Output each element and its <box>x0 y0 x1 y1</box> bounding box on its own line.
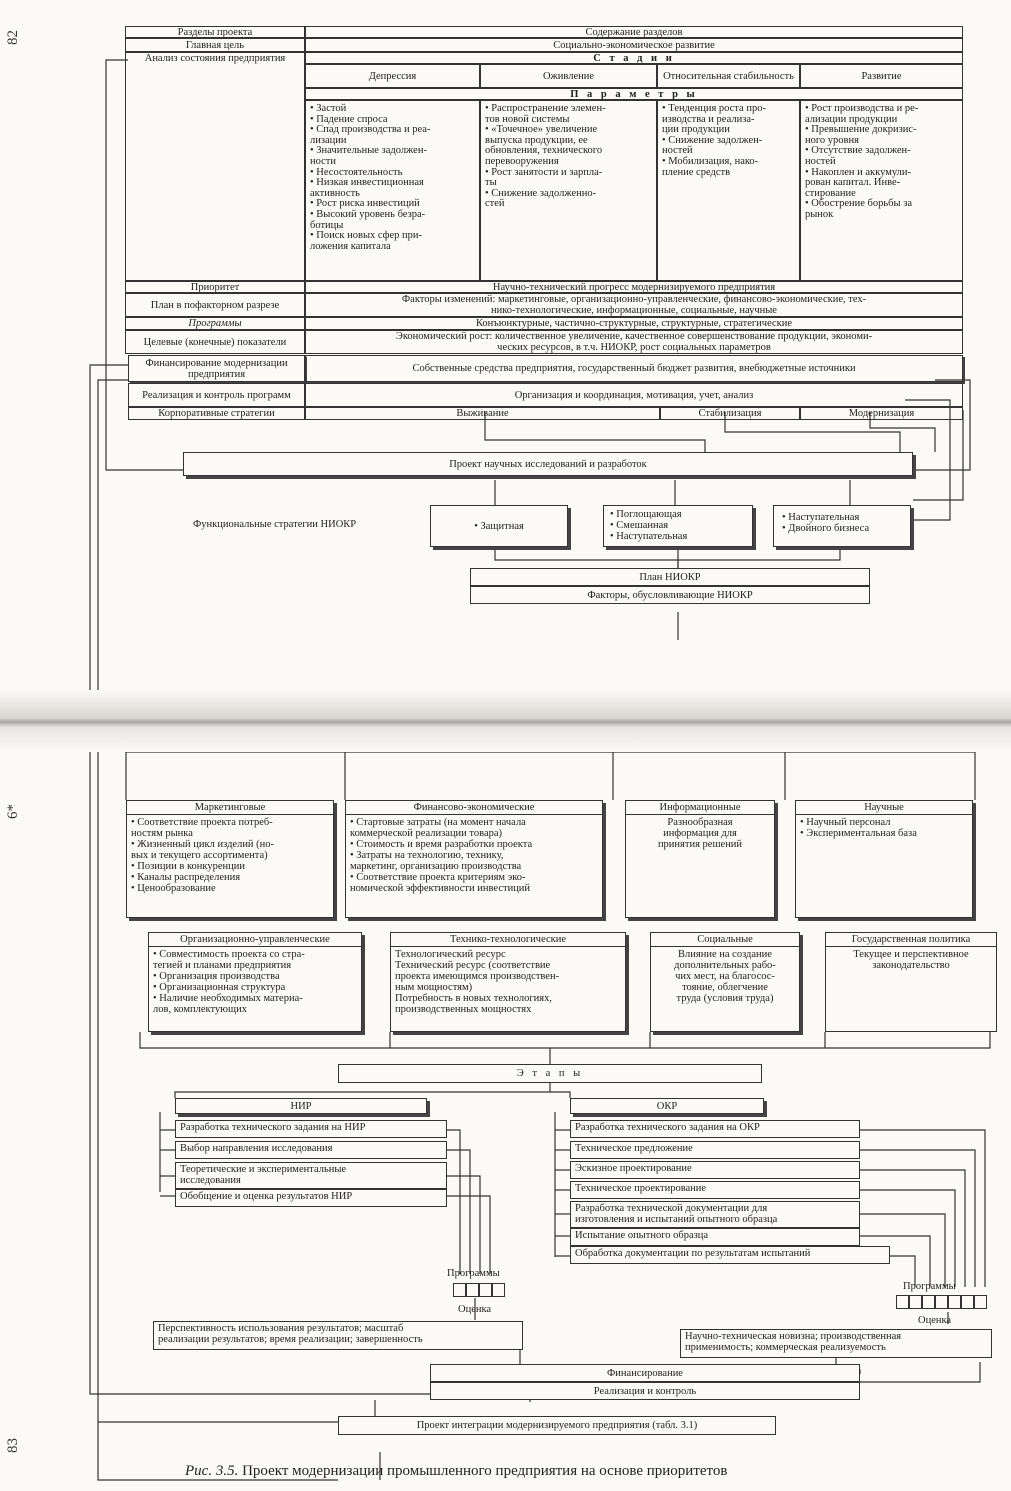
okr-program-box <box>909 1295 922 1309</box>
params-development-cell <box>800 100 963 281</box>
nir-program-box <box>492 1283 505 1297</box>
factor-informational-title: Информационные <box>626 801 774 815</box>
params-title: П а р а м е т р ы <box>305 88 963 100</box>
factor-marketing <box>126 800 334 918</box>
nir-program-box <box>466 1283 479 1297</box>
params-depression: • Застой • Падение спроса • Спад производства и реа- лизации • Значительные задолжен- ности • Несостоятельность • Низкая инвестиционная активность • Рост риска инвестиций • Высокий уровень безра- ботицы • Поиск новых сфер при- ложения капитала <box>310 103 431 252</box>
page-number-bottom: 83 <box>5 1438 21 1453</box>
realization-box: Реализация и контроль <box>430 1382 860 1400</box>
page-number-middle: 6* <box>5 804 21 819</box>
plan-niokr: План НИОКР <box>470 568 870 586</box>
factor-state-policy <box>825 932 997 1032</box>
nir-step-2: Выбор направления исследования <box>175 1141 447 1159</box>
factor-marketing-body: • Соответствие проекта потреб- ностям рынка • Жизненный цикл изделий (но- вых и текущего ассортимента) • Позиции в конкуренции • Каналы распределения • Ценообразование <box>131 817 275 894</box>
okr-step-6: Испытание опытного образца <box>570 1228 860 1246</box>
factor-technological-title: Технико-технологические <box>391 933 625 947</box>
plan-value: Факторы изменений: маркетинговые, организационно-управленческие, финансово-экономические, тех- нико-технологические, информационные, социальные, научные <box>305 293 963 317</box>
okr-step-4: Техническое проектирование <box>570 1181 860 1199</box>
okr-title: ОКР <box>570 1098 764 1114</box>
params-depression-cell <box>305 100 480 281</box>
nir-program-box <box>479 1283 492 1297</box>
page-bottom <box>0 752 1011 1491</box>
params-stability: • Тенденция роста про- изводства и реализа- ции продукции • Снижение задолжен- ностей • Мобилизация, нако- пление средств <box>662 103 766 178</box>
priority-label: Приоритет <box>125 281 305 293</box>
header-sections: Разделы проекта <box>125 26 305 38</box>
rd-project-box: Проект научных исследований и разработок <box>183 452 913 476</box>
stage-depression: Депрессия <box>305 64 480 88</box>
functional-strategies-label: Функциональные стратегии НИОКР <box>193 519 357 530</box>
stages-title: С т а д и и <box>305 52 963 64</box>
params-revival-cell <box>480 100 657 281</box>
factor-organizational-title: Организационно-управленческие <box>149 933 361 947</box>
caption-text: Проект модернизации промышленного предприятия на основе приоритетов <box>238 1463 728 1479</box>
okr-program-box <box>961 1295 974 1309</box>
nir-criteria: Перспективность использования результатов; масштаб реализации результатов; время реализации; завершенность <box>153 1321 523 1350</box>
okr-step-1: Разработка технического задания на ОКР <box>570 1120 860 1138</box>
factor-state-policy-body: Текущее и перспективное законодательство <box>853 949 969 971</box>
factor-financial <box>345 800 603 918</box>
plan-label: План в пофакторном разрезе <box>125 293 305 317</box>
plan-factors: Факторы, обусловливающие НИОКР <box>470 586 870 604</box>
factor-technological-body: Технологический ресурс Технический ресурс (соответствие проекта имеющимся производствен- ным мощностям) Потребность в новых технологиях, производственных мощностях <box>395 949 560 1015</box>
integration-project-box: Проект интеграции модернизируемого предприятия (табл. 3.1) <box>338 1416 776 1435</box>
programs-value: Конъюнктурные, частично-структурные, структурные, стратегические <box>305 317 963 330</box>
factor-social-title: Социальные <box>651 933 799 947</box>
factor-state-policy-title: Государственная политика <box>826 933 996 947</box>
okr-program-box <box>896 1295 909 1309</box>
okr-criteria: Научно-техническая новизна; производственная применимость; коммерческая реализуемость <box>680 1329 992 1358</box>
okr-step-2: Техническое предложение <box>570 1141 860 1159</box>
factor-scientific-body: • Научный персонал • Экспериментальная база <box>800 817 917 839</box>
factor-organizational <box>148 932 362 1032</box>
okr-step-5: Разработка технической документации для изготовления и испытаний опытного образца <box>570 1201 860 1228</box>
okr-step-7: Обработка документации по результатам испытаний <box>570 1246 890 1264</box>
nir-step-3: Теоретические и экспериментальные исследования <box>175 1162 447 1189</box>
realization-value: Организация и координация, мотивация, учет, анализ <box>305 383 963 407</box>
factor-social <box>650 932 800 1032</box>
factor-informational-body: Разнообразная информация для принятия решений <box>657 817 743 850</box>
programs-label: Программы <box>125 317 305 330</box>
strategy-offensive: • Наступательная • Двойного бизнеса <box>773 505 911 547</box>
factor-financial-body: • Стартовые затраты (на момент начала коммерческой реализации товара) • Стоимость и время разработки проекта • Затраты на технологию, технику, маркетинг, организацию производства • Соответствие проекта критериям эко- номической эффективности инвестиций <box>350 817 533 894</box>
nir-programs-label: Программы <box>447 1268 500 1279</box>
stage-stability: Относительная стабильность <box>657 64 800 88</box>
page-top <box>0 0 1011 690</box>
corp-survival: Выживание <box>305 407 660 420</box>
finance-label: Финансирование модернизации предприятия <box>128 355 305 382</box>
okr-program-box <box>935 1295 948 1309</box>
caption-prefix: Рис. 3.5. <box>185 1463 239 1479</box>
stages-box: Э т а п ы <box>338 1064 762 1083</box>
financing-box: Финансирование <box>430 1364 860 1382</box>
stage-development: Развитие <box>800 64 963 88</box>
okr-program-box <box>948 1295 961 1309</box>
goal-value: Социально-экономическое развитие <box>305 38 963 52</box>
nir-evaluation-label: Оценка <box>458 1304 492 1315</box>
corp-modernization: Модернизация <box>800 407 963 420</box>
nir-step-1: Разработка технического задания на НИР <box>175 1120 447 1138</box>
corp-label: Корпоративные стратегии <box>128 407 305 420</box>
nir-step-4: Обобщение и оценка результатов НИР <box>175 1189 447 1207</box>
analysis-label: Анализ состояния предприятия <box>125 52 305 281</box>
priority-value: Научно-технический прогресс модернизируемого предприятия <box>305 281 963 293</box>
factor-organizational-body: • Совместимость проекта со стра- тегией и планами предприятия • Организация производства • Организационная структура • Наличие необходимых материа- лов, комплектующих <box>153 949 305 1015</box>
goal-label: Главная цель <box>125 38 305 52</box>
params-development: • Рост производства и ре- ализации продукции • Превышение докризис- ного уровня • Отсутствие задолжен- ностей • Накоплен и аккумули- рован капитал. Инве- стирование • Обострение борьбы за рынок <box>805 103 919 220</box>
realization-label: Реализация и контроль программ <box>128 383 305 407</box>
factor-social-body: Влияние на создание дополнительных рабо- чих мест, на благосос- тояние, облегчение труда (условия труда) <box>674 949 776 1004</box>
factor-scientific-title: Научные <box>796 801 972 815</box>
header-content: Содержание разделов <box>305 26 963 38</box>
params-stability-cell <box>657 100 800 281</box>
okr-evaluation-label: Оценка <box>918 1315 952 1326</box>
okr-program-box <box>922 1295 935 1309</box>
factor-marketing-title: Маркетинговые <box>127 801 333 815</box>
factor-technological <box>390 932 626 1032</box>
factor-financial-title: Финансово-экономические <box>346 801 602 815</box>
targets-label: Целевые (конечные) показатели <box>125 330 305 354</box>
targets-value: Экономический рост: количественное увеличение, качественное совершенствование продукции, экономи- ческих ресурсов, в т.ч. НИОКР, рост социальных параметров <box>305 330 963 354</box>
corp-stabilization: Стабилизация <box>660 407 800 420</box>
strategy-mixed: • Поглощающая • Смешанная • Наступательная <box>603 505 753 547</box>
okr-programs-label: Программы <box>903 1281 956 1292</box>
stage-revival: Оживление <box>480 64 657 88</box>
page-number-top: 82 <box>5 30 21 45</box>
strategy-defensive: • Защитная <box>430 505 568 547</box>
params-revival: • Распространение элемен- тов новой системы • «Точечное» увеличение выпуска продукции, ее обновления, технического перевооружения • Рост занятости и зарпла- ты • Снижение задолженно- стей <box>485 103 606 210</box>
finance-value: Собственные средства предприятия, государственный бюджет развития, внебюджетные источники <box>305 355 963 382</box>
okr-program-box <box>974 1295 987 1309</box>
nir-title: НИР <box>175 1098 427 1114</box>
factor-scientific <box>795 800 973 918</box>
nir-program-box <box>453 1283 466 1297</box>
page-fold-shadow <box>0 690 1011 752</box>
factor-informational <box>625 800 775 918</box>
okr-step-3: Эскизное проектирование <box>570 1161 860 1179</box>
figure-caption <box>185 1463 728 1480</box>
